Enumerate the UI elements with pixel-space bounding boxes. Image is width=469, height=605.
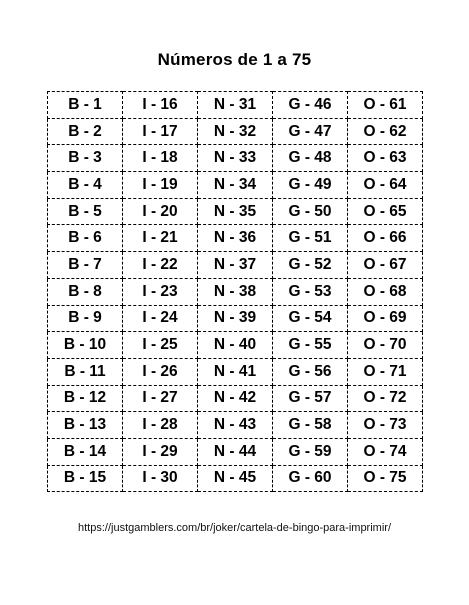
bingo-number-cell: B - 9	[48, 305, 123, 332]
bingo-number-cell: N - 37	[198, 252, 273, 279]
bingo-number-cell: G - 59	[273, 438, 348, 465]
table-row	[48, 278, 423, 305]
bingo-number-cell: B - 6	[48, 225, 123, 252]
bingo-number-cell: O - 64	[348, 172, 423, 199]
table-row	[48, 92, 423, 119]
bingo-number-cell: G - 56	[273, 358, 348, 385]
bingo-number-cell: I - 17	[123, 118, 198, 145]
bingo-number-cell: B - 2	[48, 118, 123, 145]
bingo-number-cell: O - 71	[348, 358, 423, 385]
bingo-number-cell: G - 60	[273, 465, 348, 492]
source-url: https://justgamblers.com/br/joker/cartela-de-bingo-para-imprimir/	[78, 522, 391, 534]
bingo-number-cell: B - 5	[48, 198, 123, 225]
bingo-number-cell: N - 34	[198, 172, 273, 199]
bingo-number-table-body	[48, 92, 423, 492]
bingo-number-cell: N - 40	[198, 332, 273, 359]
table-row	[48, 198, 423, 225]
table-row	[48, 225, 423, 252]
bingo-number-cell: O - 61	[348, 92, 423, 119]
bingo-number-cell: N - 33	[198, 145, 273, 172]
bingo-number-cell: N - 41	[198, 358, 273, 385]
bingo-number-cell: G - 47	[273, 118, 348, 145]
bingo-number-cell: N - 44	[198, 438, 273, 465]
table-row	[48, 358, 423, 385]
bingo-number-cell: I - 19	[123, 172, 198, 199]
bingo-number-cell: N - 32	[198, 118, 273, 145]
bingo-number-table	[47, 91, 423, 492]
bingo-number-cell: O - 74	[348, 438, 423, 465]
bingo-number-cell: I - 23	[123, 278, 198, 305]
bingo-number-cell: B - 1	[48, 92, 123, 119]
bingo-number-cell: N - 43	[198, 412, 273, 439]
bingo-number-cell: I - 26	[123, 358, 198, 385]
page-title: Números de 1 a 75	[157, 50, 312, 69]
bingo-number-cell: G - 52	[273, 252, 348, 279]
bingo-number-cell: G - 49	[273, 172, 348, 199]
bingo-number-cell: B - 7	[48, 252, 123, 279]
table-row	[48, 385, 423, 412]
bingo-number-cell: G - 50	[273, 198, 348, 225]
bingo-number-cell: B - 3	[48, 145, 123, 172]
bingo-number-cell: N - 39	[198, 305, 273, 332]
bingo-number-cell: I - 29	[123, 438, 198, 465]
bingo-number-cell: O - 63	[348, 145, 423, 172]
bingo-number-cell: O - 72	[348, 385, 423, 412]
bingo-number-cell: G - 51	[273, 225, 348, 252]
bingo-number-cell: I - 21	[123, 225, 198, 252]
bingo-number-cell: B - 10	[48, 332, 123, 359]
bingo-number-cell: G - 55	[273, 332, 348, 359]
bingo-number-cell: B - 4	[48, 172, 123, 199]
bingo-number-cell: O - 68	[348, 278, 423, 305]
bingo-number-cell: B - 8	[48, 278, 123, 305]
bingo-number-cell: N - 38	[198, 278, 273, 305]
table-row	[48, 305, 423, 332]
bingo-number-cell: G - 58	[273, 412, 348, 439]
bingo-number-cell: G - 46	[273, 92, 348, 119]
bingo-number-cell: N - 35	[198, 198, 273, 225]
table-row	[48, 412, 423, 439]
bingo-number-cell: I - 27	[123, 385, 198, 412]
bingo-number-cell: O - 69	[348, 305, 423, 332]
bingo-number-cell: I - 16	[123, 92, 198, 119]
bingo-number-cell: O - 70	[348, 332, 423, 359]
bingo-number-cell: B - 12	[48, 385, 123, 412]
bingo-number-cell: O - 67	[348, 252, 423, 279]
bingo-number-cell: B - 13	[48, 412, 123, 439]
bingo-number-cell: G - 57	[273, 385, 348, 412]
bingo-number-cell: G - 54	[273, 305, 348, 332]
bingo-number-cell: O - 65	[348, 198, 423, 225]
table-row	[48, 172, 423, 199]
bingo-number-cell: G - 53	[273, 278, 348, 305]
table-row	[48, 465, 423, 492]
table-row	[48, 438, 423, 465]
bingo-number-cell: N - 42	[198, 385, 273, 412]
table-row	[48, 252, 423, 279]
bingo-number-cell: O - 75	[348, 465, 423, 492]
bingo-number-cell: I - 28	[123, 412, 198, 439]
bingo-number-cell: N - 31	[198, 92, 273, 119]
table-row	[48, 118, 423, 145]
bingo-number-cell: O - 62	[348, 118, 423, 145]
bingo-number-cell: O - 66	[348, 225, 423, 252]
bingo-number-cell: I - 24	[123, 305, 198, 332]
bingo-number-cell: B - 14	[48, 438, 123, 465]
bingo-number-cell: N - 36	[198, 225, 273, 252]
table-row	[48, 332, 423, 359]
bingo-number-cell: I - 25	[123, 332, 198, 359]
bingo-number-cell: I - 30	[123, 465, 198, 492]
bingo-number-cell: N - 45	[198, 465, 273, 492]
bingo-number-cell: I - 20	[123, 198, 198, 225]
bingo-number-cell: B - 15	[48, 465, 123, 492]
bingo-number-cell: I - 22	[123, 252, 198, 279]
bingo-number-cell: O - 73	[348, 412, 423, 439]
table-row	[48, 145, 423, 172]
bingo-number-cell: G - 48	[273, 145, 348, 172]
bingo-number-cell: B - 11	[48, 358, 123, 385]
bingo-number-cell: I - 18	[123, 145, 198, 172]
